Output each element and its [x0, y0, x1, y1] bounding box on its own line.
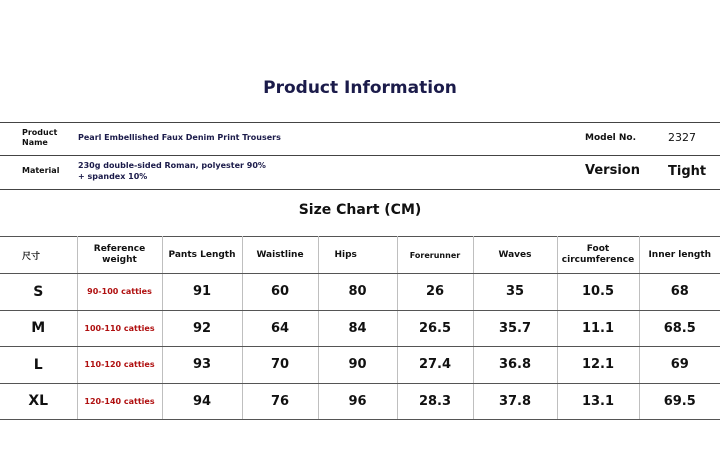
foot-circumference-cell: 12.1 — [557, 347, 639, 384]
forerunner-cell: 28.3 — [397, 383, 473, 420]
product-info-table — [0, 122, 720, 190]
foot-circumference-cell: 11.1 — [557, 310, 639, 347]
weight-cell: 120-140 catties — [77, 383, 162, 420]
hips-cell: 84 — [318, 310, 397, 347]
header-pants-length: Pants Length — [162, 237, 242, 274]
size-cell: L — [0, 347, 77, 384]
pants-length-cell: 93 — [162, 347, 242, 384]
pants-length-cell: 91 — [162, 274, 242, 311]
size-chart-title: Size Chart (CM) — [298, 202, 422, 218]
inner-length-cell: 68 — [639, 274, 720, 311]
header-hips: Hips — [318, 237, 397, 274]
inner-length-cell: 68.5 — [639, 310, 720, 347]
model-value: 2327 — [668, 131, 696, 144]
waves-cell: 37.8 — [473, 383, 557, 420]
weight-cell: 110-120 catties — [77, 347, 162, 384]
size-cell: S — [0, 274, 77, 311]
forerunner-cell: 26 — [397, 274, 473, 311]
material-value-line2: + spandex 10% — [78, 172, 148, 181]
pants-length-cell: 94 — [162, 383, 242, 420]
model-label: Model No. — [585, 133, 637, 143]
forerunner-cell: 27.4 — [397, 347, 473, 384]
hips-cell: 80 — [318, 274, 397, 311]
hips-cell: 96 — [318, 383, 397, 420]
header-waistline: Waistline — [242, 237, 318, 274]
waves-cell: 35 — [473, 274, 557, 311]
material-label: Material — [22, 166, 60, 175]
header-waves: Waves — [473, 237, 557, 274]
product-name-label: Product Name — [22, 128, 58, 147]
header-inner-length: Inner length — [639, 237, 720, 274]
waistline-cell: 76 — [242, 383, 318, 420]
waistline-cell: 70 — [242, 347, 318, 384]
header-foot-circumference: Foot circumference — [557, 237, 639, 274]
material-value-line1: 230g double-sided Roman, polyester 90% — [78, 161, 266, 170]
waves-cell: 36.8 — [473, 347, 557, 384]
version-label: Version — [585, 163, 640, 178]
table-row — [0, 347, 720, 384]
foot-circumference-cell: 13.1 — [557, 383, 639, 420]
table-row — [0, 310, 720, 347]
size-chart-table — [0, 236, 720, 420]
waistline-cell: 64 — [242, 310, 318, 347]
hips-cell: 90 — [318, 347, 397, 384]
pants-length-cell: 92 — [162, 310, 242, 347]
inner-length-cell: 69.5 — [639, 383, 720, 420]
waves-cell: 35.7 — [473, 310, 557, 347]
table-header-row — [0, 237, 720, 274]
header-size: 尺寸 — [0, 237, 77, 274]
table-row — [0, 274, 720, 311]
size-cell: XL — [0, 383, 77, 420]
table-row — [0, 383, 720, 420]
header-forerunner: Forerunner — [397, 237, 473, 274]
forerunner-cell: 26.5 — [397, 310, 473, 347]
header-reference-weight: Reference weight — [77, 237, 162, 274]
inner-length-cell: 69 — [639, 347, 720, 384]
waistline-cell: 60 — [242, 274, 318, 311]
foot-circumference-cell: 10.5 — [557, 274, 639, 311]
weight-cell: 100-110 catties — [77, 310, 162, 347]
product-name-value: Pearl Embellished Faux Denim Print Trousers — [78, 133, 281, 142]
version-value: Tight — [668, 164, 707, 179]
divider — [0, 155, 720, 156]
weight-cell: 90-100 catties — [77, 274, 162, 311]
size-cell: M — [0, 310, 77, 347]
page-title: Product Information — [263, 78, 457, 98]
